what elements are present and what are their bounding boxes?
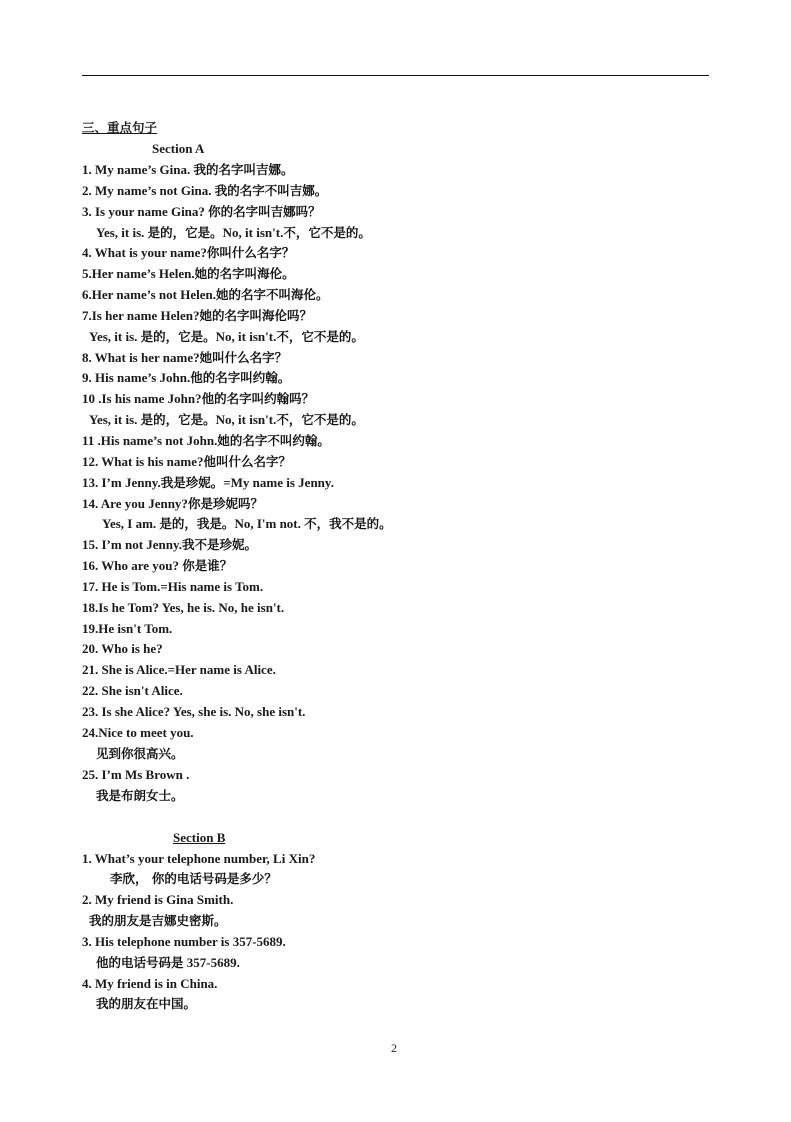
english-text: Yes, it is.: [89, 329, 141, 344]
chinese-text: 你的名字叫吉娜吗？: [208, 204, 321, 219]
section-b-title-text: Section B: [173, 830, 226, 845]
sentence-line: [82, 725, 194, 741]
sentence-line: [82, 851, 315, 867]
section-heading: [82, 120, 157, 136]
sentence-line: [82, 308, 312, 324]
sentence-line: [82, 204, 321, 220]
translation-line: [96, 788, 184, 804]
english-text: 22. She isn't Alice.: [82, 683, 183, 698]
chinese-text: 不，它不是的。: [283, 225, 371, 240]
english-text: 12. What is his name?: [82, 454, 204, 469]
english-text: No, it isn't.: [222, 225, 284, 240]
chinese-text: 他的电话号码是: [96, 955, 184, 970]
chinese-text: 是的，它是。: [140, 329, 216, 344]
english-text: 3. Is your name Gina?: [82, 204, 209, 219]
chinese-text: 我的名字叫吉娜。: [193, 162, 294, 177]
header-rule: [82, 75, 709, 76]
chinese-text: 她的名字不叫海伦。: [215, 287, 329, 302]
english-text: No, it isn't.: [215, 412, 277, 427]
english-text: 24.Nice to meet you.: [82, 725, 194, 740]
answer-line: [89, 412, 364, 428]
sentence-line: [82, 621, 172, 637]
english-text: 15. I’m not Jenny.: [82, 537, 183, 552]
sentence-line: [82, 245, 294, 261]
section-b-title: [173, 830, 225, 846]
chinese-text: 他的名字叫约翰。: [190, 370, 291, 385]
english-text: =My name is Jenny.: [223, 475, 334, 490]
chinese-text: 他的名字叫约翰吗？: [201, 391, 315, 406]
sentence-line: [82, 579, 263, 595]
section-a-title-text: Section A: [152, 141, 205, 156]
chinese-text: 他叫什么名字？: [203, 454, 291, 469]
chinese-text: 我的名字不叫吉娜。: [214, 183, 328, 198]
answer-line: [102, 516, 392, 532]
english-text: 19.He isn't Tom.: [82, 621, 173, 636]
sentence-line: [82, 537, 257, 553]
sentence-line: [82, 370, 290, 386]
english-text: 357-5689.: [183, 955, 240, 970]
sentence-line: [82, 475, 334, 491]
english-text: 8. What is her name?: [82, 350, 200, 365]
english-text: 20. Who is he?: [82, 641, 163, 656]
chinese-text: 是的，我是。: [159, 516, 235, 531]
english-text: 5.Her name’s Helen.: [82, 266, 195, 281]
translation-line: [96, 996, 196, 1012]
sentence-line: [82, 600, 284, 616]
sentence-line: [82, 558, 232, 574]
english-text: 2. My friend is Gina Smith.: [82, 892, 234, 907]
english-text: 9. His name’s John.: [82, 370, 191, 385]
answer-line: [89, 329, 364, 345]
chinese-text: 她的名字叫海伦。: [194, 266, 295, 281]
english-text: 4. What is your name?: [82, 245, 207, 260]
sentence-line: [82, 350, 287, 366]
chinese-text: 你是珍妮吗？: [187, 496, 263, 511]
english-text: 14. Are you Jenny?: [82, 496, 188, 511]
sentence-line: [82, 496, 263, 512]
english-text: 23. Is she Alice? Yes, she is. No, she isn't.: [82, 704, 306, 719]
sentence-line: [82, 767, 189, 783]
translation-line: [96, 746, 184, 762]
page-number: 2: [391, 1041, 397, 1055]
english-text: Yes, it is.: [96, 225, 148, 240]
english-text: 21. She is Alice.=Her name is Alice.: [82, 662, 276, 677]
sentence-line: [82, 641, 163, 657]
sentence-line: [82, 934, 286, 950]
chinese-text: 你叫什么名字？: [206, 245, 295, 260]
section-a-title: [152, 141, 204, 157]
sentence-line: [82, 433, 330, 449]
chinese-text: 我的朋友在中国。: [96, 996, 197, 1011]
answer-line: [96, 225, 371, 241]
english-text: Yes, I am.: [102, 516, 160, 531]
english-text: 1. What’s your telephone number, Li Xin?: [82, 851, 316, 866]
english-text: 4. My friend is in China.: [82, 976, 218, 991]
english-text: Yes, it is.: [89, 412, 141, 427]
english-text: 18.Is he Tom? Yes, he is. No, he isn't.: [82, 600, 285, 615]
english-text: 3. His telephone number is 357-5689.: [82, 934, 286, 949]
english-text: No, I'm not.: [234, 516, 305, 531]
sentence-line: [82, 287, 328, 303]
english-text: 17. He is Tom.=His name is Tom.: [82, 579, 264, 594]
chinese-text: 不，我不是的。: [304, 516, 392, 531]
chinese-text: 不，它不是的。: [276, 329, 364, 344]
chinese-text: 是的，它是。: [147, 225, 223, 240]
heading-text: 三、重点句子: [82, 120, 158, 135]
english-text: 1. My name’s Gina.: [82, 162, 194, 177]
chinese-text: 我是布朗女士。: [96, 788, 184, 803]
translation-line: [89, 913, 227, 929]
chinese-text: 她的名字叫海伦吗？: [199, 308, 312, 323]
english-text: 25. I’m Ms Brown .: [82, 767, 190, 782]
sentence-line: [82, 662, 276, 678]
sentence-line: [82, 266, 295, 282]
sentence-line: [82, 683, 183, 699]
english-text: 2. My name’s not Gina.: [82, 183, 215, 198]
chinese-text: 不，它不是的。: [276, 412, 364, 427]
chinese-text: 你是谁？: [182, 558, 233, 573]
sentence-line: [82, 391, 314, 407]
english-text: 13. I’m Jenny.: [82, 475, 161, 490]
english-text: 10 .Is his name John?: [82, 391, 202, 406]
sentence-line: [82, 454, 291, 470]
chinese-text: 我的朋友是吉娜史密斯。: [89, 913, 227, 928]
sentence-line: [82, 162, 293, 178]
chinese-text: 她的名字不叫约翰。: [217, 433, 330, 448]
english-text: 11 .His name’s not John.: [82, 433, 218, 448]
translation-line: [96, 955, 240, 971]
chinese-text: 我不是珍妮。: [182, 537, 258, 552]
english-text: 6.Her name’s not Helen.: [82, 287, 216, 302]
chinese-text: 是的，它是。: [140, 412, 216, 427]
chinese-text: 她叫什么名字？: [199, 350, 288, 365]
chinese-text: 我是珍妮。: [160, 475, 224, 490]
sentence-line: [82, 704, 305, 720]
translation-line: [110, 871, 277, 887]
english-text: 16. Who are you?: [82, 558, 183, 573]
english-text: 7.Is her name Helen?: [82, 308, 200, 323]
english-text: No, it isn't.: [215, 329, 277, 344]
sentence-line: [82, 183, 327, 199]
sentence-line: [82, 892, 233, 908]
sentence-line: [82, 976, 217, 992]
chinese-text: 见到你很高兴。: [96, 746, 184, 761]
chinese-text: 李欣， 你的电话号码是多少？: [110, 871, 277, 886]
